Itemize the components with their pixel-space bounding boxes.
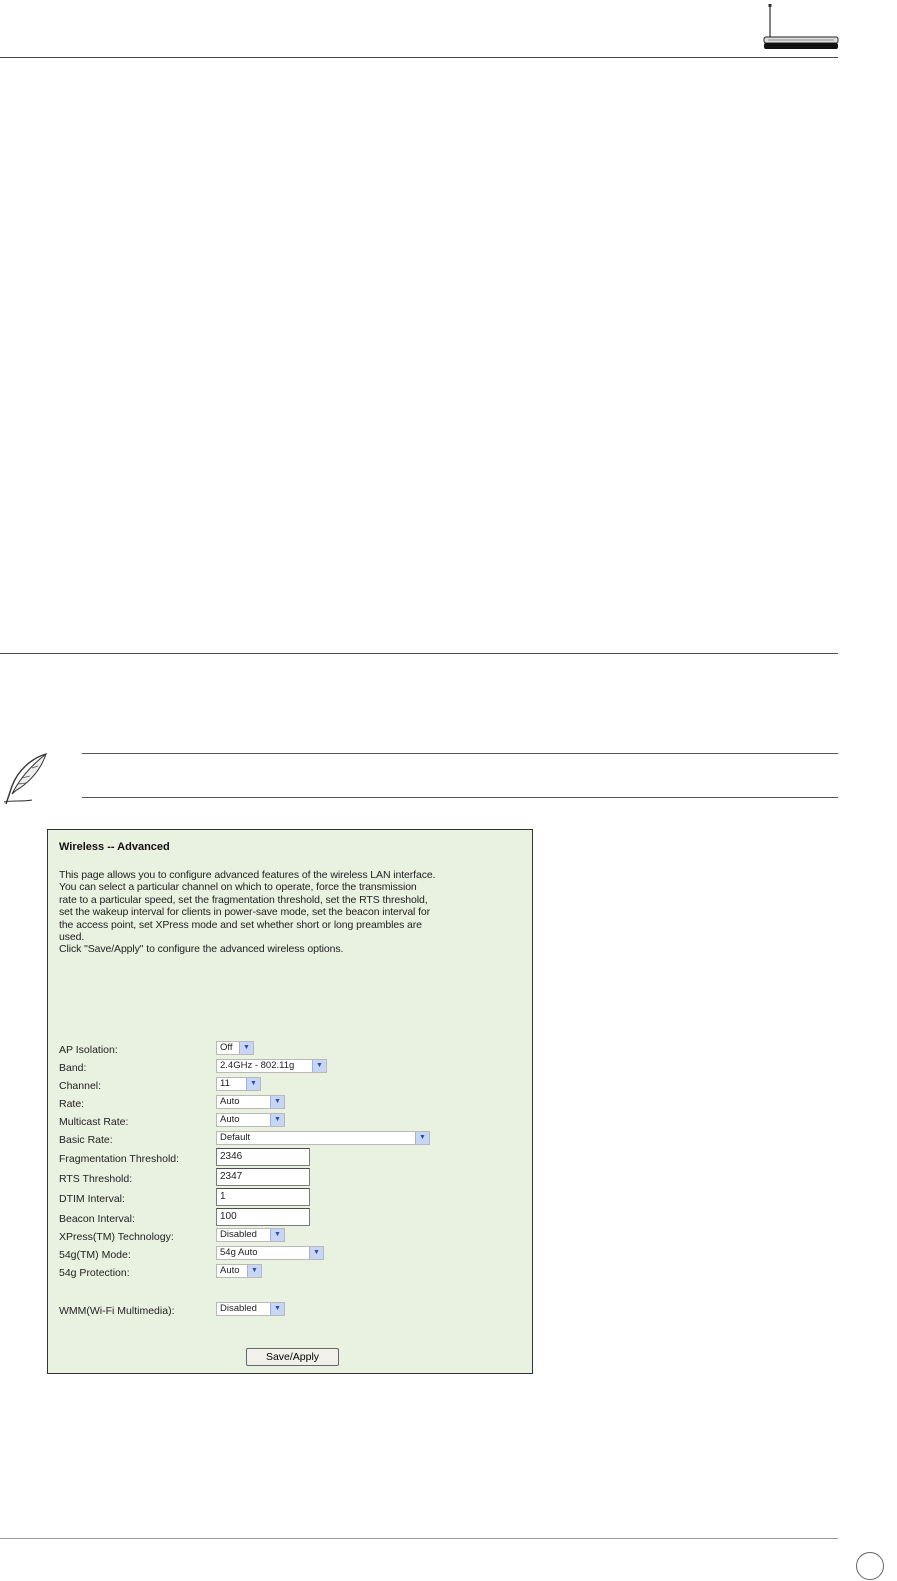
feather-note-icon (2, 752, 50, 806)
chevron-down-icon: ▼ (247, 1265, 261, 1277)
ap-isolation-label: AP Isolation: (59, 1044, 118, 1056)
54g-protection-select[interactable]: Auto ▼ (216, 1264, 262, 1278)
chevron-down-icon: ▼ (270, 1096, 284, 1108)
chevron-down-icon: ▼ (246, 1078, 260, 1090)
page-number-badge (856, 1552, 884, 1580)
dtim-interval-input[interactable]: 1 (216, 1188, 310, 1206)
chevron-down-icon: ▼ (309, 1247, 323, 1259)
fragmentation-threshold-input[interactable]: 2346 (216, 1148, 310, 1166)
beacon-interval-input[interactable]: 100 (216, 1208, 310, 1226)
chevron-down-icon: ▼ (270, 1229, 284, 1241)
multicast-rate-select[interactable]: Auto ▼ (216, 1113, 285, 1127)
multicast-rate-label: Multicast Rate: (59, 1116, 129, 1128)
chevron-down-icon: ▼ (239, 1042, 253, 1054)
note-rule-top (82, 753, 838, 754)
rts-threshold-label: RTS Threshold: (59, 1173, 133, 1185)
chevron-down-icon: ▼ (312, 1060, 326, 1072)
panel-title: Wireless -- Advanced (59, 841, 170, 853)
ap-isolation-select[interactable]: Off ▼ (216, 1041, 254, 1055)
xpress-label: XPress(TM) Technology: (59, 1231, 174, 1243)
54g-protection-label: 54g Protection: (59, 1267, 130, 1279)
rts-threshold-input[interactable]: 2347 (216, 1168, 310, 1186)
xpress-select[interactable]: Disabled ▼ (216, 1228, 285, 1242)
rate-select[interactable]: Auto ▼ (216, 1095, 285, 1109)
rate-label: Rate: (59, 1098, 85, 1110)
beacon-interval-label: Beacon Interval: (59, 1213, 135, 1225)
basic-rate-select[interactable]: Default ▼ (216, 1131, 430, 1145)
router-icon (760, 3, 840, 53)
band-select[interactable]: 2.4GHz - 802.11g ▼ (216, 1059, 327, 1073)
dtim-interval-label: DTIM Interval: (59, 1193, 125, 1205)
wmm-label: WMM(Wi-Fi Multimedia): (59, 1305, 175, 1317)
section-rule (0, 653, 838, 654)
54g-mode-label: 54g(TM) Mode: (59, 1249, 131, 1261)
channel-label: Channel: (59, 1080, 102, 1092)
basic-rate-label: Basic Rate: (59, 1134, 113, 1146)
panel-description: This page allows you to configure advanced features of the wireless LAN interface. You can select a particular channel on which to operate, force the transmission rate to a particular speed, set the fragmentation threshold, set the RTS threshold, set the wakeup interval for clients in power-save mode, set the beacon interval for the access point, set XPress mode and set whether short or long preambles are used. Click "Save/Apply" to configure the advanced wireless options. (59, 869, 436, 956)
header-rule (0, 57, 838, 58)
footer-rule (0, 1538, 838, 1539)
wireless-advanced-panel (47, 829, 533, 1374)
band-label: Band: (59, 1062, 87, 1074)
chevron-down-icon: ▼ (415, 1132, 429, 1144)
fragmentation-threshold-label: Fragmentation Threshold: (59, 1153, 180, 1165)
channel-select[interactable]: 11 ▼ (216, 1077, 261, 1091)
save-apply-button[interactable]: Save/Apply (246, 1348, 339, 1366)
chevron-down-icon: ▼ (270, 1303, 284, 1315)
chevron-down-icon: ▼ (270, 1114, 284, 1126)
wmm-select[interactable]: Disabled ▼ (216, 1302, 285, 1316)
54g-mode-select[interactable]: 54g Auto ▼ (216, 1246, 324, 1260)
note-rule-bottom (82, 797, 838, 798)
